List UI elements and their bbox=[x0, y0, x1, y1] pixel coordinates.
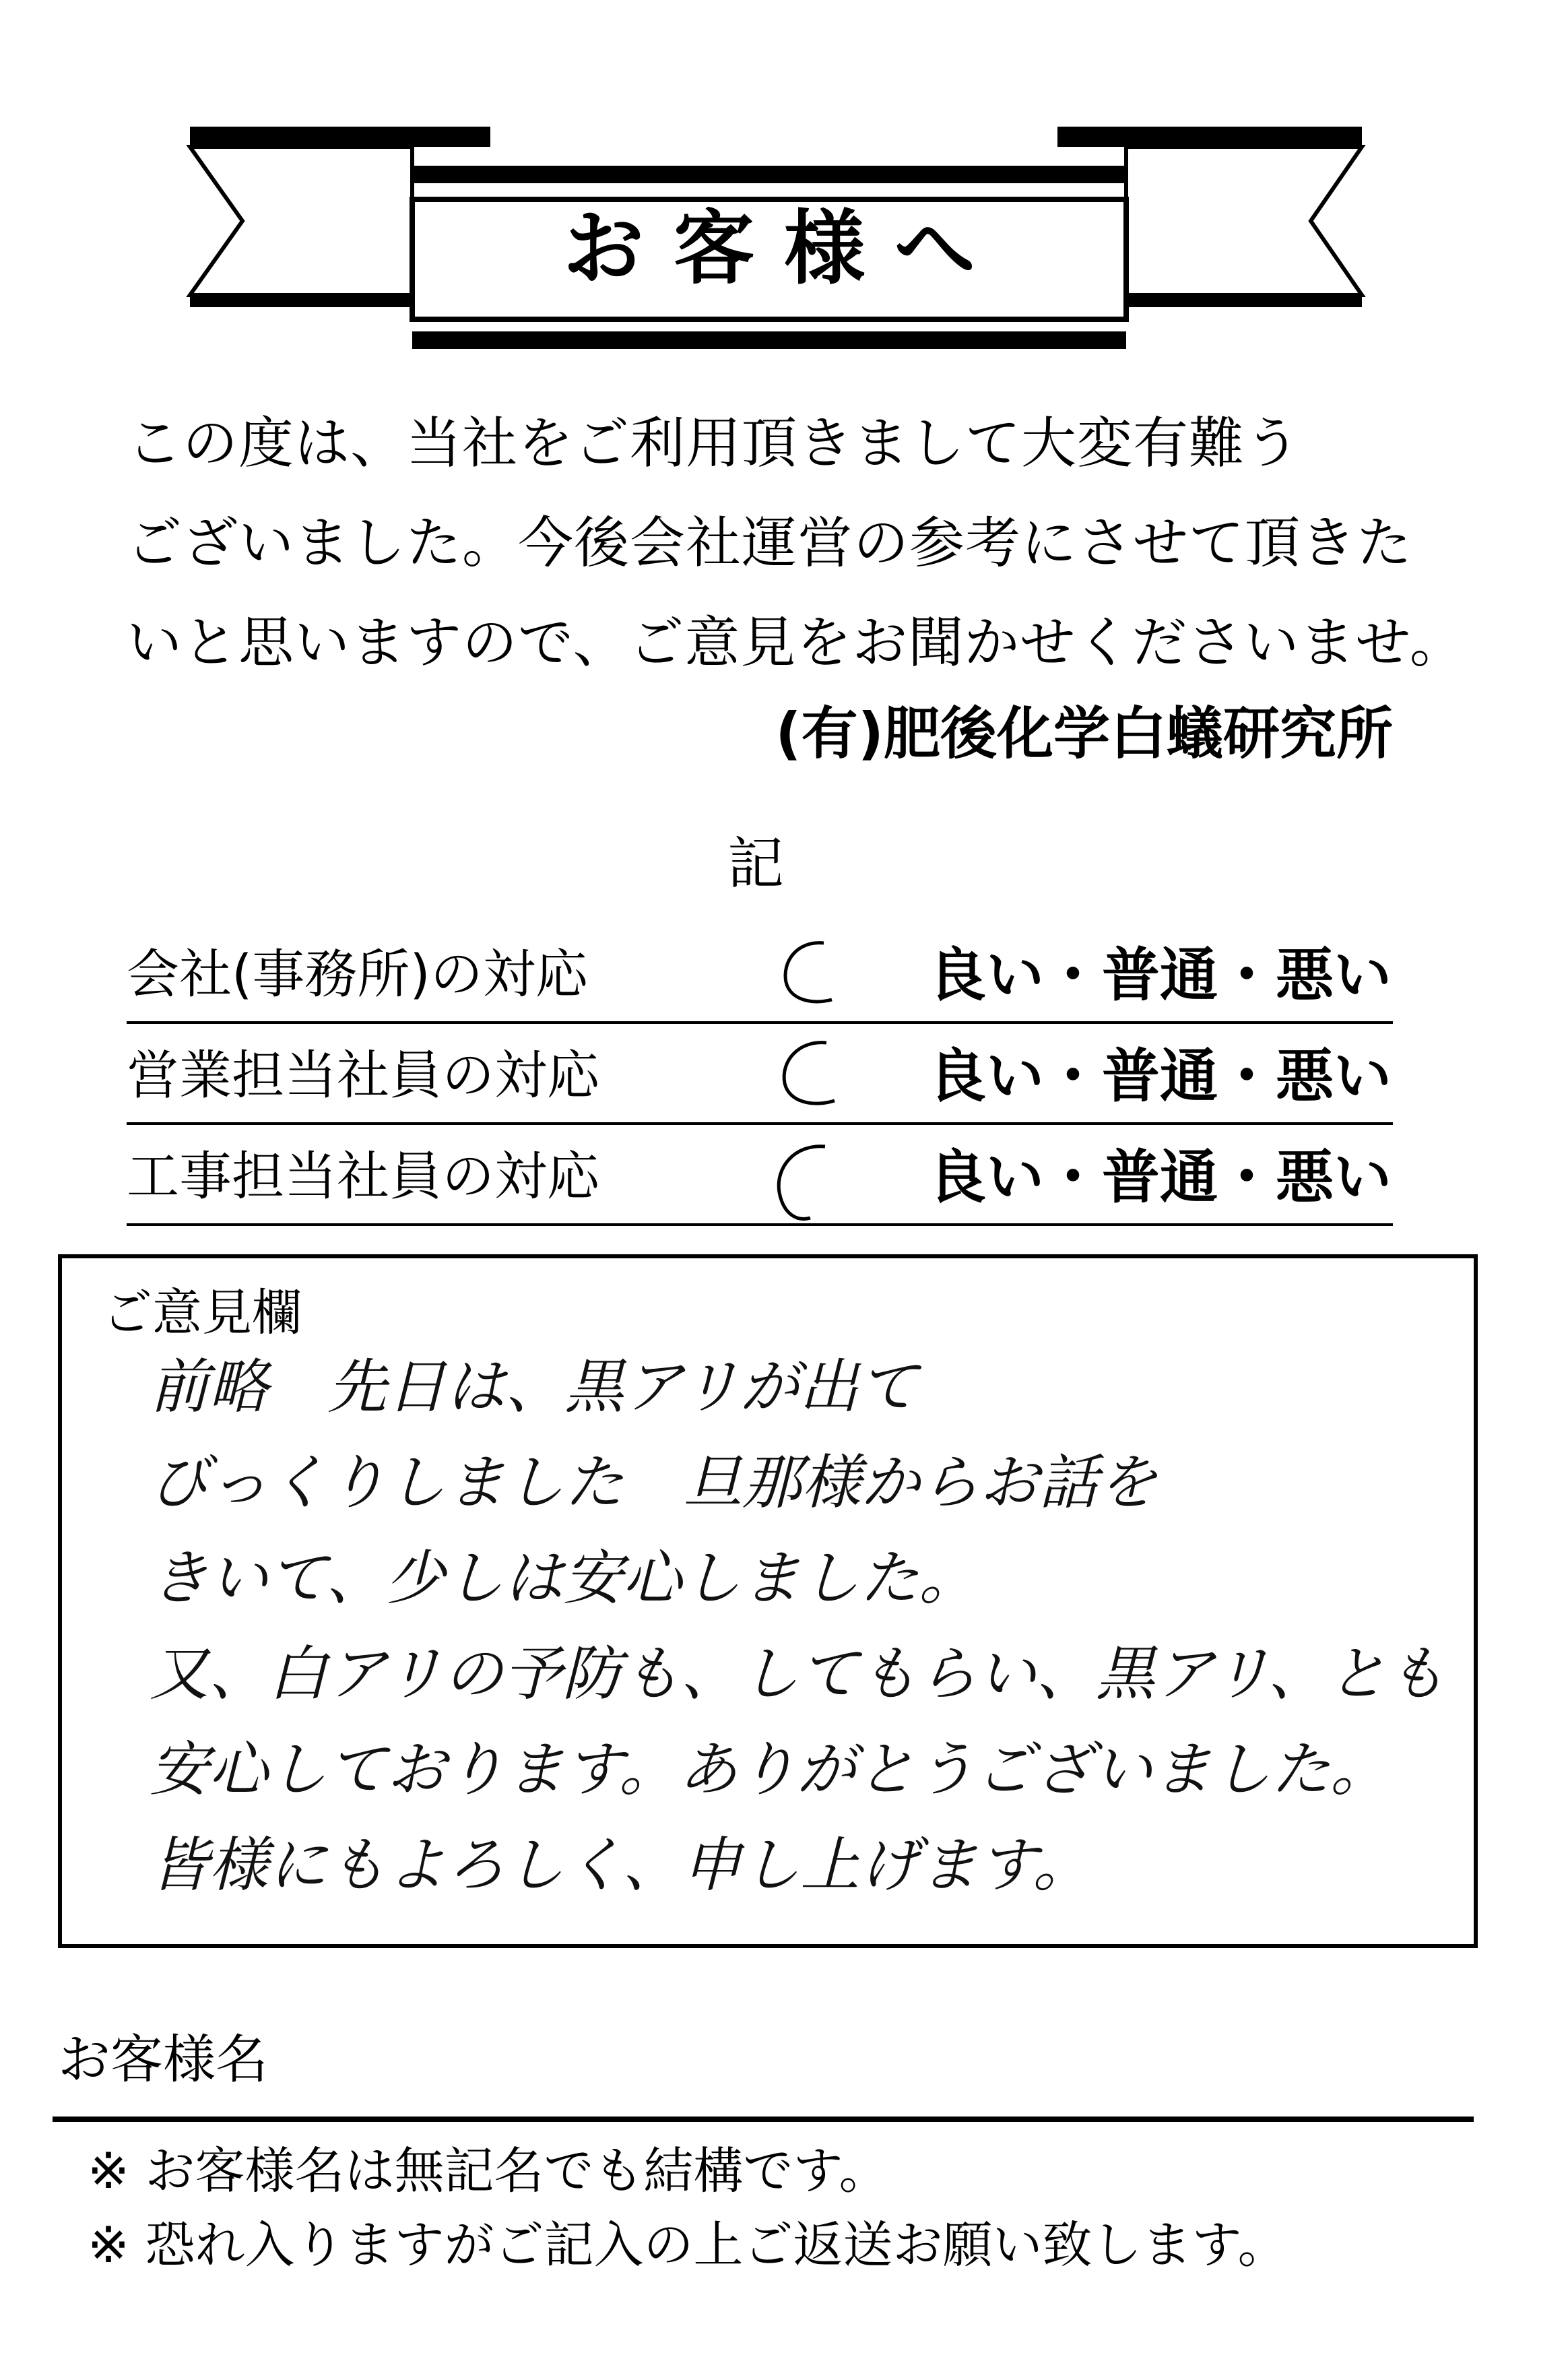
company-name: (有)肥後化学白蟻研究所 bbox=[775, 701, 1393, 767]
comment-line: 皆様にもよろしく、申し上げます。 bbox=[150, 1830, 1092, 1900]
footer-notes bbox=[88, 2134, 1288, 2282]
customer-name-field-line[interactable] bbox=[53, 2116, 1474, 2122]
customer-name-label: お客様名 bbox=[58, 2030, 269, 2090]
note-line: ※ 恐れ入りますがご記入の上ご返送お願い致します。 bbox=[88, 2216, 1288, 2274]
comment-line: びっくりしました 旦那様からお話を bbox=[150, 1448, 1158, 1517]
selection-circle-mark bbox=[763, 1138, 891, 1226]
comments-box[interactable] bbox=[58, 1254, 1478, 1948]
intro-paragraph bbox=[127, 394, 1466, 693]
selection-circle-mark bbox=[770, 1036, 891, 1117]
comments-label: ご意見欄 bbox=[102, 1284, 302, 1342]
evaluation-label: 営業担当社員の対応 bbox=[127, 1045, 600, 1106]
evaluation-row-company bbox=[127, 923, 1393, 1024]
comment-line: 前略 先日は、黒アリが出て bbox=[150, 1352, 918, 1421]
evaluation-choices[interactable]: 良い・普通・悪い bbox=[928, 1043, 1392, 1110]
banner-ribbon bbox=[0, 0, 1568, 377]
selection-circle-mark bbox=[770, 935, 891, 1016]
comment-line: 安心しております。ありがとうございました。 bbox=[150, 1735, 1390, 1804]
evaluation-choices[interactable]: 良い・普通・悪い bbox=[928, 1144, 1392, 1211]
evaluation-label: 工事担当社員の対応 bbox=[127, 1146, 600, 1207]
row-divider bbox=[127, 1223, 1393, 1226]
evaluation-label: 会社(事務所)の対応 bbox=[127, 944, 588, 1005]
evaluation-row-construction bbox=[127, 1125, 1393, 1226]
evaluation-choices[interactable]: 良い・普通・悪い bbox=[928, 942, 1392, 1009]
intro-line: いと思いますので、ご意見をお聞かせくださいませ。 bbox=[127, 611, 1466, 675]
evaluation-row-sales bbox=[127, 1024, 1393, 1125]
banner-title: お客様へ bbox=[563, 202, 1005, 296]
note-line: ※ お客様名は無記名でも結構です。 bbox=[88, 2142, 889, 2200]
intro-line: ございました。今後会社運営の参考にさせて頂きた bbox=[127, 511, 1413, 575]
handwritten-comments bbox=[150, 1339, 1446, 1913]
comment-line: きいて、少しは安心しました。 bbox=[150, 1543, 979, 1613]
ki-heading: 記 bbox=[727, 831, 785, 897]
comment-line: 又、白アリの予防も、してもらい、黒アリ、とも bbox=[150, 1639, 1446, 1708]
intro-line: この度は、当社をご利用頂きまして大変有難う bbox=[127, 412, 1301, 476]
